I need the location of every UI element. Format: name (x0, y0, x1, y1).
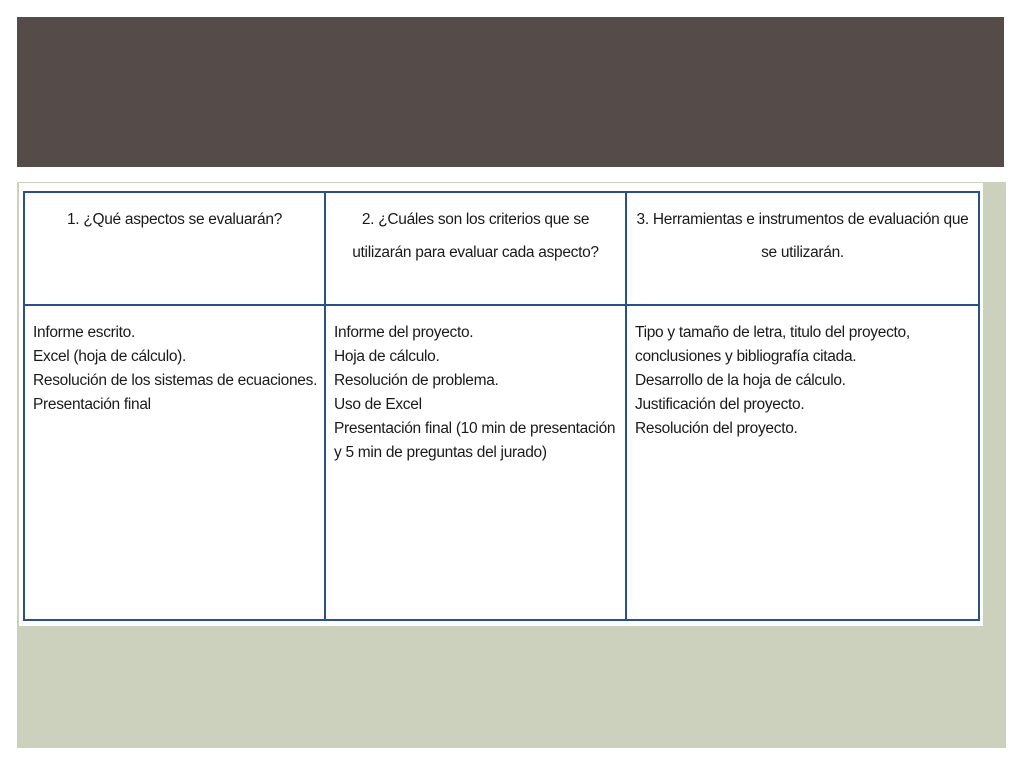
list-item: Justificación del proyecto. (635, 396, 805, 413)
list-item: Desarrollo de la hoja de cálculo. (635, 372, 846, 389)
list-item: Resolución del proyecto. (635, 420, 798, 437)
list-item: Tipo y tamaño de letra, titulo del proyecto, conclusiones y bibliografía citada. (635, 324, 910, 365)
aspects-cell (24, 305, 325, 620)
evaluation-table-image (19, 183, 983, 626)
list-item: Hoja de cálculo. (334, 348, 440, 365)
list-item: Resolución de los sistemas de ecuaciones. (33, 372, 318, 389)
list-item: Presentación final (33, 396, 151, 413)
tools-cell (626, 305, 979, 620)
table-row (24, 305, 979, 620)
list-item: Informe escrito. (33, 324, 136, 341)
list-item: Resolución de problema. (334, 372, 499, 389)
header-tools: 3. Herramientas e instrumentos de evaluación que se utilizarán. (626, 192, 979, 305)
list-item: Presentación final (10 min de presentación y 5 min de preguntas del jurado) (334, 420, 616, 461)
table-header-row (24, 192, 979, 305)
header-aspects: 1. ¿Qué aspectos se evaluarán? (24, 192, 325, 305)
criteria-cell (325, 305, 626, 620)
list-item: Excel (hoja de cálculo). (33, 348, 187, 365)
list-item: Informe del proyecto. (334, 324, 474, 341)
slide-title-bar (17, 17, 1004, 167)
evaluation-table (23, 191, 980, 621)
list-item: Uso de Excel (334, 396, 422, 413)
header-criteria: 2. ¿Cuáles son los criterios que se utilizarán para evaluar cada aspecto? (325, 192, 626, 305)
